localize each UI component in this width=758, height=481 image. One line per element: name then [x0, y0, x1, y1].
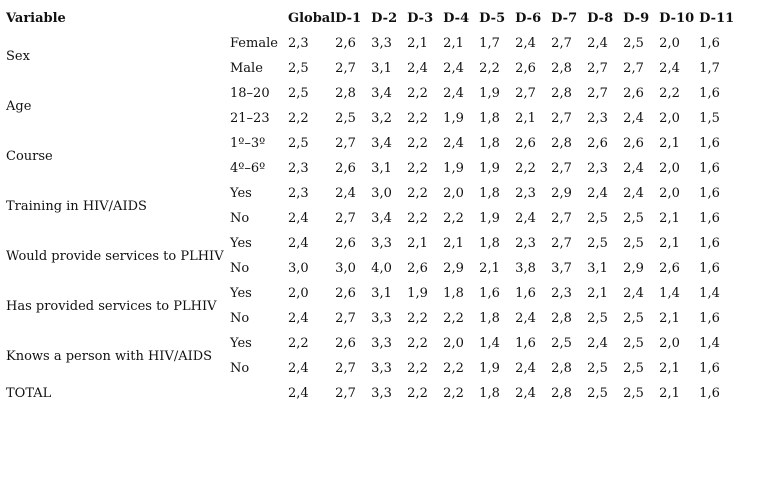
table-row [6, 81, 745, 106]
d2-value-cell: 3,4 [371, 211, 392, 226]
total-d5-cell: 1,8 [479, 386, 500, 401]
category-label: Yes [230, 286, 252, 301]
d11-value-cell: 1,6 [699, 186, 720, 201]
variable-label: Sex [6, 48, 30, 64]
d7-value-cell: 2,7 [551, 211, 572, 226]
d8-value-cell: 2,5 [587, 236, 608, 251]
d9-value-cell: 2,5 [623, 336, 644, 351]
d3-value-cell: 2,2 [407, 361, 428, 376]
global-value-cell: 2,4 [288, 236, 309, 251]
d1-value-cell: 2,7 [335, 61, 356, 76]
d9-value-cell: 2,7 [623, 61, 644, 76]
d1-value-cell: 2,7 [335, 211, 356, 226]
d4-value-cell: 2,1 [443, 236, 464, 251]
d5-value-cell: 1,8 [479, 136, 500, 151]
d9-value-cell: 2,6 [623, 86, 644, 101]
d9-value-cell: 2,5 [623, 36, 644, 51]
variable-label: Would provide services to PLHIV [6, 248, 224, 264]
d6-value-cell: 3,8 [515, 261, 536, 276]
d5-value-cell: 1,7 [479, 36, 500, 51]
d4-value-cell: 1,9 [443, 111, 464, 126]
variable-label: Age [6, 98, 32, 114]
total-d10-cell: 2,1 [659, 386, 680, 401]
d1-value-cell: 2,6 [335, 336, 356, 351]
category-label: No [230, 361, 250, 376]
d1-value-cell: 2,6 [335, 236, 356, 251]
d5-value-cell: 1,9 [479, 161, 500, 176]
total-d2-cell: 3,3 [371, 386, 392, 401]
d10-value-cell: 2,0 [659, 336, 680, 351]
global-value-cell: 2,3 [288, 186, 309, 201]
table-row [6, 31, 745, 56]
d1-value-cell: 2,6 [335, 161, 356, 176]
category-label: Male [230, 61, 263, 76]
d10-value-cell: 2,4 [659, 61, 680, 76]
d2-value-cell: 3,4 [371, 86, 392, 101]
category-label: No [230, 211, 250, 226]
d2-value-cell: 3,3 [371, 361, 392, 376]
d10-value-cell: 2,0 [659, 161, 680, 176]
d5-value-cell: 1,9 [479, 86, 500, 101]
header-global: Global [288, 11, 336, 26]
d3-value-cell: 2,2 [407, 161, 428, 176]
d1-value-cell: 2,5 [335, 111, 356, 126]
d11-value-cell: 1,6 [699, 211, 720, 226]
category-label: 4º–6º [230, 161, 266, 176]
global-value-cell: 2,3 [288, 161, 309, 176]
d2-value-cell: 3,4 [371, 136, 392, 151]
d6-value-cell: 2,2 [515, 161, 536, 176]
d8-value-cell: 2,6 [587, 136, 608, 151]
d10-value-cell: 2,6 [659, 261, 680, 276]
d2-value-cell: 3,3 [371, 336, 392, 351]
d4-value-cell: 2,0 [443, 336, 464, 351]
d4-value-cell: 2,4 [443, 136, 464, 151]
global-value-cell: 2,5 [288, 61, 309, 76]
category-label: Yes [230, 336, 252, 351]
d1-value-cell: 2,7 [335, 361, 356, 376]
category-label: No [230, 261, 250, 276]
empty-cell [230, 381, 288, 406]
d2-value-cell: 3,0 [371, 186, 392, 201]
d7-value-cell: 2,7 [551, 36, 572, 51]
d4-value-cell: 2,4 [443, 86, 464, 101]
d4-value-cell: 2,9 [443, 261, 464, 276]
d7-value-cell: 2,5 [551, 336, 572, 351]
d7-value-cell: 2,8 [551, 136, 572, 151]
d6-value-cell: 2,4 [515, 361, 536, 376]
d8-value-cell: 2,4 [587, 186, 608, 201]
d10-value-cell: 2,0 [659, 111, 680, 126]
total-d8-cell: 2,5 [587, 386, 608, 401]
d2-value-cell: 4,0 [371, 261, 392, 276]
d3-value-cell: 2,1 [407, 236, 428, 251]
d10-value-cell: 2,0 [659, 186, 680, 201]
variable-label: Knows a person with HIV/AIDS [6, 348, 213, 364]
category-label: 1º–3º [230, 136, 266, 151]
d11-value-cell: 1,6 [699, 311, 720, 326]
d6-value-cell: 2,4 [515, 36, 536, 51]
d7-value-cell: 3,7 [551, 261, 572, 276]
table-body [6, 31, 745, 406]
global-value-cell: 2,2 [288, 336, 309, 351]
global-value-cell: 2,2 [288, 111, 309, 126]
d5-value-cell: 1,6 [479, 286, 500, 301]
d2-value-cell: 3,3 [371, 311, 392, 326]
d2-value-cell: 3,3 [371, 236, 392, 251]
d10-value-cell: 2,1 [659, 311, 680, 326]
d3-value-cell: 2,2 [407, 336, 428, 351]
table-row [6, 331, 745, 356]
d10-value-cell: 2,1 [659, 136, 680, 151]
global-value-cell: 3,0 [288, 261, 309, 276]
results-table [6, 6, 745, 406]
d1-value-cell: 2,6 [335, 286, 356, 301]
d9-value-cell: 2,5 [623, 311, 644, 326]
d9-value-cell: 2,5 [623, 236, 644, 251]
d3-value-cell: 1,9 [407, 286, 428, 301]
d10-value-cell: 2,1 [659, 361, 680, 376]
d4-value-cell: 2,4 [443, 61, 464, 76]
d3-value-cell: 2,2 [407, 111, 428, 126]
header-d2: D-2 [371, 11, 398, 26]
total-d7-cell: 2,8 [551, 386, 572, 401]
total-d1-cell: 2,7 [335, 386, 356, 401]
d8-value-cell: 2,5 [587, 311, 608, 326]
d2-value-cell: 3,1 [371, 161, 392, 176]
total-d11-cell: 1,6 [699, 386, 720, 401]
d5-value-cell: 1,9 [479, 211, 500, 226]
d5-value-cell: 1,8 [479, 236, 500, 251]
total-d4-cell: 2,2 [443, 386, 464, 401]
d9-value-cell: 2,6 [623, 136, 644, 151]
d11-value-cell: 1,6 [699, 236, 720, 251]
header-d5: D-5 [479, 11, 506, 26]
d11-value-cell: 1,6 [699, 261, 720, 276]
d7-value-cell: 2,8 [551, 361, 572, 376]
d4-value-cell: 2,2 [443, 361, 464, 376]
d8-value-cell: 2,4 [587, 36, 608, 51]
d7-value-cell: 2,3 [551, 286, 572, 301]
d2-value-cell: 3,1 [371, 61, 392, 76]
category-label: Female [230, 36, 278, 51]
global-value-cell: 2,4 [288, 311, 309, 326]
d7-value-cell: 2,7 [551, 236, 572, 251]
d1-value-cell: 2,7 [335, 311, 356, 326]
d7-value-cell: 2,8 [551, 61, 572, 76]
d10-value-cell: 2,2 [659, 86, 680, 101]
variable-label: Training in HIV/AIDS [6, 198, 147, 214]
header-variable: Variable [6, 11, 66, 26]
table-row [6, 131, 745, 156]
global-value-cell: 2,3 [288, 36, 309, 51]
header-d4: D-4 [443, 11, 470, 26]
d10-value-cell: 2,1 [659, 236, 680, 251]
global-value-cell: 2,0 [288, 286, 309, 301]
d8-value-cell: 2,3 [587, 161, 608, 176]
d1-value-cell: 2,8 [335, 86, 356, 101]
category-label: 18–20 [230, 86, 270, 101]
table-row [6, 181, 745, 206]
category-label: Yes [230, 186, 252, 201]
d10-value-cell: 2,1 [659, 211, 680, 226]
d6-value-cell: 2,4 [515, 211, 536, 226]
d7-value-cell: 2,7 [551, 111, 572, 126]
d5-value-cell: 2,2 [479, 61, 500, 76]
d3-value-cell: 2,2 [407, 311, 428, 326]
d3-value-cell: 2,4 [407, 61, 428, 76]
d5-value-cell: 1,8 [479, 186, 500, 201]
d3-value-cell: 2,1 [407, 36, 428, 51]
d8-value-cell: 2,5 [587, 361, 608, 376]
d6-value-cell: 2,1 [515, 111, 536, 126]
d1-value-cell: 2,6 [335, 36, 356, 51]
d11-value-cell: 1,6 [699, 136, 720, 151]
d9-value-cell: 2,4 [623, 286, 644, 301]
d2-value-cell: 3,3 [371, 36, 392, 51]
d3-value-cell: 2,2 [407, 186, 428, 201]
table-row [6, 231, 745, 256]
header-d8: D-8 [587, 11, 614, 26]
d8-value-cell: 2,7 [587, 61, 608, 76]
d11-value-cell: 1,4 [699, 336, 720, 351]
d4-value-cell: 2,2 [443, 211, 464, 226]
d3-value-cell: 2,2 [407, 86, 428, 101]
d6-value-cell: 2,7 [515, 86, 536, 101]
d7-value-cell: 2,8 [551, 86, 572, 101]
d3-value-cell: 2,2 [407, 211, 428, 226]
d4-value-cell: 2,1 [443, 36, 464, 51]
d5-value-cell: 1,4 [479, 336, 500, 351]
d2-value-cell: 3,2 [371, 111, 392, 126]
global-value-cell: 2,5 [288, 86, 309, 101]
d1-value-cell: 3,0 [335, 261, 356, 276]
d4-value-cell: 2,0 [443, 186, 464, 201]
d9-value-cell: 2,5 [623, 211, 644, 226]
global-value-cell: 2,5 [288, 136, 309, 151]
d7-value-cell: 2,7 [551, 161, 572, 176]
d8-value-cell: 2,5 [587, 211, 608, 226]
d3-value-cell: 2,6 [407, 261, 428, 276]
variable-label: Has provided services to PLHIV [6, 298, 217, 314]
d6-value-cell: 2,6 [515, 136, 536, 151]
d11-value-cell: 1,4 [699, 286, 720, 301]
d5-value-cell: 2,1 [479, 261, 500, 276]
total-d9-cell: 2,5 [623, 386, 644, 401]
d10-value-cell: 1,4 [659, 286, 680, 301]
d4-value-cell: 2,2 [443, 311, 464, 326]
d11-value-cell: 1,7 [699, 61, 720, 76]
d5-value-cell: 1,8 [479, 111, 500, 126]
d8-value-cell: 2,4 [587, 336, 608, 351]
global-value-cell: 2,4 [288, 211, 309, 226]
table-row [6, 281, 745, 306]
header-d11: D-11 [699, 11, 735, 26]
d4-value-cell: 1,9 [443, 161, 464, 176]
d11-value-cell: 1,6 [699, 161, 720, 176]
header-d6: D-6 [515, 11, 542, 26]
d6-value-cell: 2,6 [515, 61, 536, 76]
d9-value-cell: 2,4 [623, 111, 644, 126]
header-d7: D-7 [551, 11, 578, 26]
header-d1: D-1 [335, 11, 362, 26]
d11-value-cell: 1,5 [699, 111, 720, 126]
d11-value-cell: 1,6 [699, 361, 720, 376]
d2-value-cell: 3,1 [371, 286, 392, 301]
d11-value-cell: 1,6 [699, 86, 720, 101]
header-d3: D-3 [407, 11, 434, 26]
total-row [6, 381, 745, 406]
d10-value-cell: 2,0 [659, 36, 680, 51]
global-value-cell: 2,4 [288, 361, 309, 376]
d8-value-cell: 2,1 [587, 286, 608, 301]
d9-value-cell: 2,9 [623, 261, 644, 276]
total-d3-cell: 2,2 [407, 386, 428, 401]
d6-value-cell: 2,4 [515, 311, 536, 326]
d5-value-cell: 1,8 [479, 311, 500, 326]
header-row [6, 6, 745, 31]
variable-label: Course [6, 148, 53, 164]
d8-value-cell: 2,7 [587, 86, 608, 101]
d5-value-cell: 1,9 [479, 361, 500, 376]
d6-value-cell: 1,6 [515, 336, 536, 351]
header-d9: D-9 [623, 11, 650, 26]
total-label: TOTAL [6, 386, 52, 401]
d9-value-cell: 2,5 [623, 361, 644, 376]
header-d10: D-10 [659, 11, 695, 26]
category-label: Yes [230, 236, 252, 251]
d9-value-cell: 2,4 [623, 161, 644, 176]
d6-value-cell: 1,6 [515, 286, 536, 301]
d11-value-cell: 1,6 [699, 36, 720, 51]
d6-value-cell: 2,3 [515, 236, 536, 251]
total-global-cell: 2,4 [288, 386, 309, 401]
d6-value-cell: 2,3 [515, 186, 536, 201]
d7-value-cell: 2,9 [551, 186, 572, 201]
d9-value-cell: 2,4 [623, 186, 644, 201]
total-d6-cell: 2,4 [515, 386, 536, 401]
d1-value-cell: 2,4 [335, 186, 356, 201]
d4-value-cell: 1,8 [443, 286, 464, 301]
d7-value-cell: 2,8 [551, 311, 572, 326]
d8-value-cell: 2,3 [587, 111, 608, 126]
d8-value-cell: 3,1 [587, 261, 608, 276]
header-category [230, 6, 288, 31]
d3-value-cell: 2,2 [407, 136, 428, 151]
category-label: 21–23 [230, 111, 270, 126]
category-label: No [230, 311, 250, 326]
d1-value-cell: 2,7 [335, 136, 356, 151]
